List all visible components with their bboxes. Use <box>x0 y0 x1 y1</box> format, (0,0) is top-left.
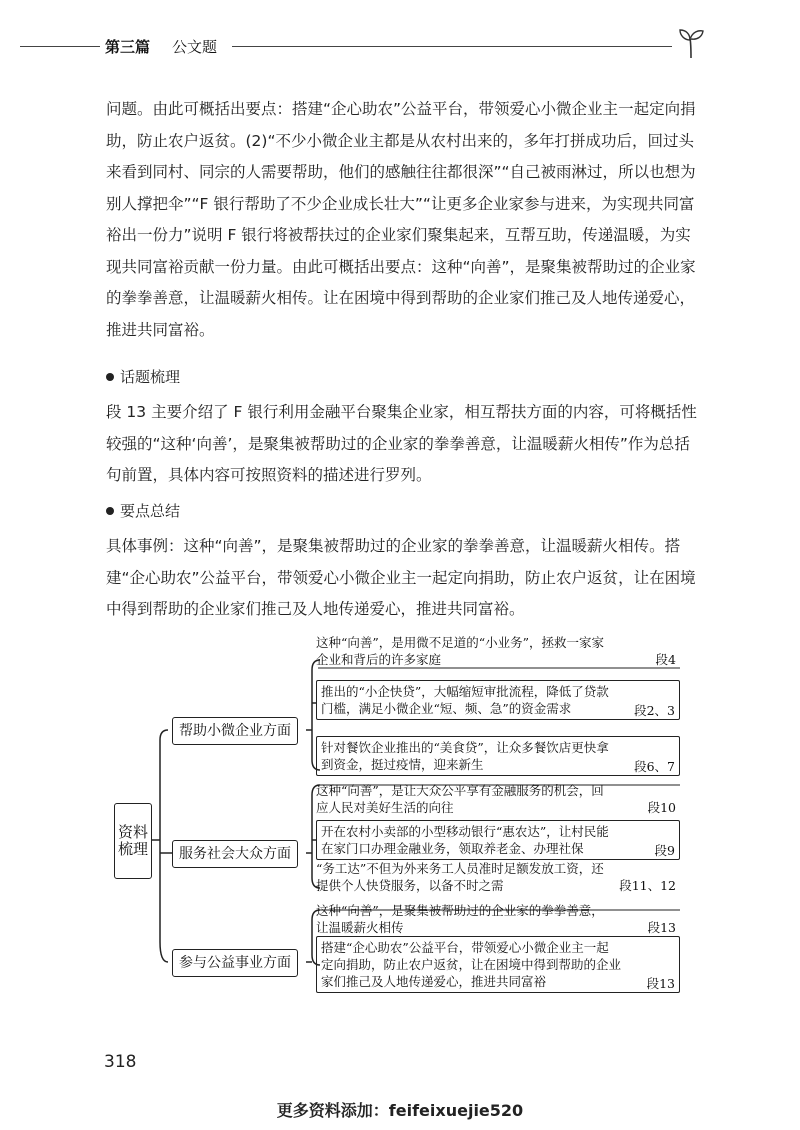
running-header <box>0 34 800 64</box>
header-part-title: 第三篇 <box>105 38 151 56</box>
bullet-dot-icon <box>106 507 114 515</box>
leaf-text: 这种“向善”，是聚集被帮助过的企业家的拳拳善意，让温暖薪火相传 <box>316 903 604 935</box>
branch-help-small-business: 帮助小微企业方面 <box>172 717 298 745</box>
paragraph-summary: 具体事例：这种“向善”，是聚集被帮助过的企业家的拳拳善意，让温暖薪火相传。搭建“企心助农”公益平台，带领爱心小微企业主一起定向捐助，防止农户返贫，让在困境中得到帮助的企业家们推己及人地传递爱心，推进共同富裕。 <box>106 537 696 618</box>
leaf-ref: 段6、7 <box>634 759 675 774</box>
material-mindmap <box>0 630 800 1010</box>
bullet-dot-icon <box>106 373 114 381</box>
leaf-text: 这种“向善”，是用微不足道的“小业务”，拯救一家家企业和背后的许多家庭 <box>316 635 605 667</box>
leaf-ref: 段13 <box>647 920 676 935</box>
page-number: 318 <box>104 1052 137 1072</box>
heading-summary-text: 要点总结 <box>120 502 181 520</box>
header-rule-left <box>20 46 100 47</box>
leaf-text: 针对餐饮企业推出的“美食贷”，让众多餐饮店更快拿到资金，挺过疫情，迎来新生 <box>321 740 609 772</box>
leaf-text: “务工达”不但为外来务工人员准时足额发放工资，还提供个人快贷服务，以备不时之需 <box>316 861 604 893</box>
leaf-item <box>316 680 680 720</box>
leaf-text: 这种“向善”，是让大众公平享有金融服务的机会，回应人民对美好生活的向往 <box>316 783 604 815</box>
leaf-text: 搭建“企心助农”公益平台，带领爱心小微企业主一起定向捐助，防止农户返贫，让在困境中得到帮助的企业家们推己及人地传递爱心，推进共同富裕 <box>321 940 622 989</box>
leaf-item <box>316 860 680 894</box>
heading-topic-sorting-text: 话题梳理 <box>120 368 181 386</box>
leaf-item <box>316 634 680 668</box>
mindmap-root <box>114 803 152 879</box>
leaf-ref: 段2、3 <box>634 703 675 718</box>
leaf-ref: 段9 <box>654 843 675 858</box>
leaf-text: 推出的“小企快贷”，大幅缩短审批流程，降低了贷款门槛，满足小微企业“短、频、急”的资金需求 <box>321 684 609 716</box>
header-section-title: 公文题 <box>172 38 218 56</box>
paragraph-analysis: 问题。由此可概括出要点：搭建“企心助农”公益平台，带领爱心小微企业主一起定向捐助，防止农户返贫。(2)“不少小微企业主都是从农村出来的，多年打拼成功后，回过头来看到同村、同宗的人需要帮助，他们的感触往往都很深”“自己被雨淋过，所以也想为别人撑把伞”“F 银行帮助了不少企业成长壮大”“让更多企业家参与进来，为实现共同富裕出一份力”说明 F 银行将被帮扶过的企业家们聚集起来，互帮互助，传递温暖，为实现共同富裕贡献一份力量。由此可概括出要点：这种“向善”，是聚集被帮助过的企业家的拳拳善意，让温暖薪火相传。让在困境中得到帮助的企业家们推己及人地传递爱心，推进共同富裕。 <box>106 100 696 339</box>
leaf-item <box>316 820 680 860</box>
paragraph-topic-sorting: 段 13 主要介绍了 F 银行利用金融平台聚集企业家，相互帮扶方面的内容，可将概括性较强的“这种‘向善’，是聚集被帮助过的企业家的拳拳善意，让温暖薪火相传”作为总括句前置，具体内容可按照资料的描述进行罗列。 <box>106 403 697 484</box>
heading-topic-sorting <box>106 366 180 387</box>
branch-public-welfare: 参与公益事业方面 <box>172 949 298 977</box>
sprout-icon <box>676 26 706 60</box>
leaf-item <box>316 782 680 816</box>
footer-note: 更多资料添加：feifeixuejie520 <box>276 1101 524 1120</box>
header-rule-right <box>232 46 672 47</box>
leaf-ref: 段13 <box>646 976 675 991</box>
leaf-ref: 段4 <box>655 652 676 667</box>
leaf-item <box>316 902 680 936</box>
leaf-ref: 段10 <box>647 800 676 815</box>
leaf-ref: 段11、12 <box>619 878 676 893</box>
leaf-item <box>316 936 680 993</box>
leaf-text: 开在农村小卖部的小型移动银行“惠农达”，让村民能在家门口办理金融业务，领取养老金、办理社保 <box>321 824 609 856</box>
leaf-item <box>316 736 680 776</box>
heading-summary <box>106 500 180 521</box>
branch-serve-public: 服务社会大众方面 <box>172 840 298 868</box>
mindmap-root-label: 资料梳理 <box>117 823 148 858</box>
